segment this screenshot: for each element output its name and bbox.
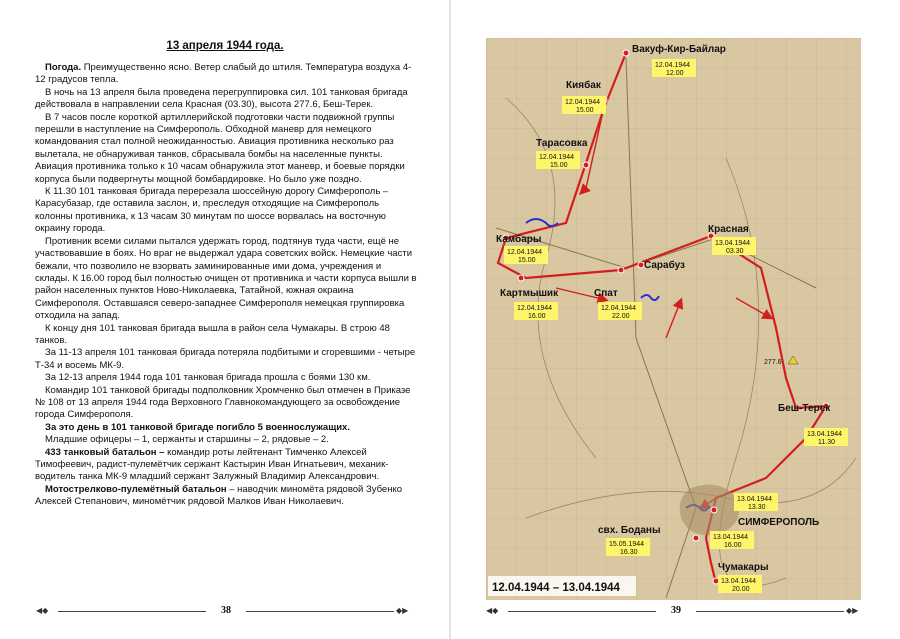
svg-text:Камбары: Камбары bbox=[496, 234, 542, 245]
svg-text:13.04.1944: 13.04.1944 bbox=[715, 240, 751, 247]
page-number: 38 bbox=[221, 605, 231, 616]
footer-rule bbox=[696, 611, 844, 612]
svg-text:свх. Боданы: свх. Боданы bbox=[598, 525, 661, 536]
paragraph-text: В 7 часов после короткой артиллерийской подготовки части подвижной группы перешли в наступление на Симферополь. Обходной маневр для немецкого командования стал полной неожиданностью. Авиация противника несколько раз вылетала, не обнаруживая танков, сбрасывала бомбы на населенные пункты. Авиация противника только к 10 часам обнаружила этот маневр, и боевые порядки корпуса были подвергнуты мощной бомбардировке. Но было уже поздно. bbox=[35, 111, 405, 185]
svg-text:15.00: 15.00 bbox=[576, 107, 594, 114]
svg-text:16.30: 16.30 bbox=[620, 549, 638, 556]
svg-text:Беш-Терек: Беш-Терек bbox=[778, 403, 831, 414]
campaign-map bbox=[486, 38, 861, 600]
svg-text:277.6: 277.6 bbox=[764, 359, 782, 366]
svg-text:12.04.1944 – 13.04.1944: 12.04.1944 – 13.04.1944 bbox=[492, 582, 620, 594]
paragraph-text: К концу дня 101 танковая бригада вышла в район села Чумакары. В строю 48 танков. bbox=[35, 322, 390, 346]
svg-text:Сарабуз: Сарабуз bbox=[644, 260, 686, 271]
paragraph-text: Командир 101 танковой бригады подполковник Хромченко был отмечен в Приказе № 108 от 13 апреля 1944 года Верховного Главнокомандующего за освобождение города Симферополя. bbox=[35, 384, 411, 421]
svg-text:12.04.1944: 12.04.1944 bbox=[539, 154, 575, 161]
footer-rule bbox=[246, 611, 394, 612]
svg-text:12.04.1944: 12.04.1944 bbox=[507, 249, 543, 256]
period-banner bbox=[488, 576, 636, 596]
svg-text:СИМФЕРОПОЛЬ: СИМФЕРОПОЛЬ bbox=[738, 517, 820, 528]
svg-text:Спат: Спат bbox=[594, 288, 618, 299]
place-label-simferopol-entry bbox=[734, 493, 778, 511]
paragraph bbox=[35, 62, 417, 87]
footer-rule bbox=[508, 611, 656, 612]
paragraph-lead: Мотострелково-пулемётный батальон bbox=[45, 483, 227, 495]
paragraph-text: – наводчик миномёта рядовой Зубенко Алексей Степанович, миномётчик рядовой Малков Иван Николаевич. bbox=[35, 483, 402, 508]
svg-text:13.04.1944: 13.04.1944 bbox=[807, 431, 843, 438]
paragraph-lead: Погода. bbox=[45, 62, 82, 73]
svg-text:Вакуф-Кир-Байлар: Вакуф-Кир-Байлар bbox=[632, 44, 726, 55]
svg-text:Картмышик: Картмышик bbox=[500, 288, 559, 299]
paragraph bbox=[35, 422, 417, 434]
svg-text:Чумакары: Чумакары bbox=[718, 562, 769, 573]
paragraph-text: За 11-13 апреля 101 танковая бригада потеряла подбитыми и сгоревшими - четыре Т-34 и восемь МК-9. bbox=[35, 347, 416, 371]
page-number: 39 bbox=[671, 605, 681, 616]
paragraph bbox=[35, 484, 417, 509]
paragraph bbox=[35, 347, 417, 372]
paragraph bbox=[35, 434, 417, 446]
svg-text:03.30: 03.30 bbox=[726, 248, 744, 255]
svg-text:13.04.1944: 13.04.1944 bbox=[737, 496, 773, 503]
paragraph bbox=[35, 87, 417, 112]
svg-text:13.04.1944: 13.04.1944 bbox=[713, 534, 749, 541]
svg-text:12.04.1944: 12.04.1944 bbox=[601, 305, 637, 312]
footer-rule bbox=[58, 611, 206, 612]
paragraph-lead: 433 танковый батальон – bbox=[45, 446, 165, 458]
svg-text:22.00: 22.00 bbox=[612, 313, 630, 320]
paragraph bbox=[35, 323, 417, 348]
footer-arrow-icon: ◆▶ bbox=[396, 606, 409, 615]
paragraph bbox=[35, 186, 417, 236]
svg-text:11.30: 11.30 bbox=[818, 439, 835, 446]
paragraph-text: Преимущественно ясно. Ветер слабый до штиля. Температура воздуха 4-12 градусов тепла. bbox=[35, 62, 412, 86]
svg-text:20.00: 20.00 bbox=[732, 586, 750, 593]
svg-text:13.04.1944: 13.04.1944 bbox=[721, 578, 757, 585]
svg-text:Красная: Красная bbox=[708, 224, 749, 235]
footer-arrow-icon: ◀◆ bbox=[486, 606, 499, 615]
place-label-chumakary bbox=[718, 562, 769, 593]
paragraph bbox=[35, 385, 417, 422]
footer-arrow-icon: ◀◆ bbox=[36, 606, 49, 615]
svg-text:12.00: 12.00 bbox=[666, 70, 684, 77]
page-heading: 13 апреля 1944 года. bbox=[166, 40, 284, 52]
paragraph-text: командир роты лейтенант Тимченко Алексей Тимофеевич, радист-пулемётчик сержант Кастырин Иван Игнатьевич, механик-водитель танка МК-9 младший сержант Залужный Владимир Александрович. bbox=[35, 446, 389, 483]
paragraph-text: За это день в 101 танковой бригаде погибло 5 военнослужащих. bbox=[45, 421, 350, 433]
svg-text:16.00: 16.00 bbox=[528, 313, 546, 320]
svg-text:12.04.1944: 12.04.1944 bbox=[565, 99, 601, 106]
page-footer-right bbox=[486, 605, 866, 617]
paragraph bbox=[35, 447, 417, 484]
svg-text:15.00: 15.00 bbox=[518, 257, 536, 264]
place-label-sarabuz bbox=[644, 259, 685, 271]
paragraph-text: Младшие офицеры – 1, сержанты и старшины – 2, рядовые – 2. bbox=[45, 434, 329, 446]
paragraph bbox=[35, 236, 417, 323]
paragraph-text: К 11.30 101 танковая бригада перерезала шоссейную дорогу Симферополь – Карасубазар, где оставила заслон, и, преследуя отходящие на Симферополь колонны противника, к 13 часам 30 минутам по шоссе ворвалась на восточную окраину города. bbox=[35, 186, 389, 235]
svg-text:Киябак: Киябак bbox=[566, 80, 601, 91]
paragraph-text: В ночь на 13 апреля была проведена перегруппировка сил. 101 танковая бригада действовала в направлении села Красная (03.30), высота 277.6, Беш-Терек. bbox=[35, 86, 408, 111]
paragraph-text: За 12-13 апреля 1944 года 101 танковая бригада прошла с боями 130 км. bbox=[45, 372, 371, 384]
paragraph bbox=[35, 112, 417, 186]
page-footer-left bbox=[36, 605, 416, 617]
city-area bbox=[680, 485, 739, 535]
body-text bbox=[35, 62, 417, 509]
place-label-kiyabak bbox=[562, 79, 606, 114]
paragraph bbox=[35, 372, 417, 384]
svg-text:12.04.1944: 12.04.1944 bbox=[655, 62, 691, 69]
svg-text:15.05.1944: 15.05.1944 bbox=[609, 541, 645, 548]
footer-arrow-icon: ◆▶ bbox=[846, 606, 859, 615]
svg-text:12.04.1944: 12.04.1944 bbox=[517, 305, 553, 312]
svg-text:15.00: 15.00 bbox=[550, 162, 568, 169]
paragraph-text: Противник всеми силами пытался удержать город, подтянув туда части, ещё не участвовавшие в боях. Но враг не выдержал удара советских войск. Немецкие части бежали, что позволило не взорвать заминированные ими дома, учреждения и склады. К 16.00 город был полностью очищен от противника и части корпуса вышли в район населенных пунктов Ново-Николаевка, Татайной, южная окраина Симферополя. Оставшаяся северо-западнее Симферополя немецкая группировка отходила на запад. bbox=[35, 235, 417, 322]
svg-text:Тарасовка: Тарасовка bbox=[536, 138, 588, 149]
svg-text:16.00: 16.00 bbox=[724, 542, 742, 549]
svg-text:13.30: 13.30 bbox=[748, 504, 766, 511]
map-canvas bbox=[486, 38, 861, 600]
